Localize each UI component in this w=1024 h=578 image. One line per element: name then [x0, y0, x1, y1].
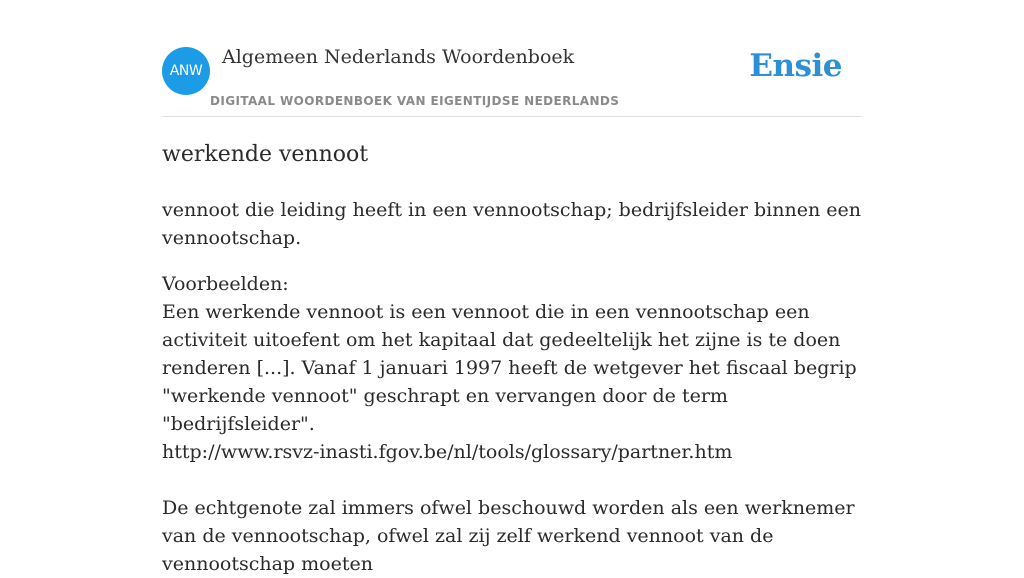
- logo-text: ANW: [169, 63, 203, 79]
- entry-definition: vennoot die leiding heeft in een vennootschap; bedrijfsleider binnen een vennootschap.: [162, 199, 861, 249]
- example-text: Een werkende vennoot is een vennoot die in een vennootschap een activiteit uitoefent om het kapitaal dat gedeeltelijk het zijne is te doen renderen [...]. Vanaf 1 januari 1997 heeft de wetgever het fiscaal begrip "werkende vennoot" geschrapt en vervangen door de term "bedrijfsleider".: [162, 301, 857, 435]
- entry-term: werkende vennoot: [162, 142, 369, 167]
- example-source-link[interactable]: http://www.rsvz-inasti.fgov.be/nl/tools/glossary/partner.htm: [162, 441, 733, 463]
- site-subtitle: DIGITAAL WOORDENBOEK VAN EIGENTIJDSE NEDERLANDS: [210, 94, 620, 108]
- examples-section: [162, 270, 862, 578]
- ensie-brand-link[interactable]: Ensie: [749, 48, 842, 84]
- site-title[interactable]: Algemeen Nederlands Woordenboek: [222, 46, 575, 68]
- example-spacer: [162, 466, 862, 494]
- entry-content: [162, 140, 862, 578]
- anw-logo[interactable]: [162, 47, 210, 95]
- examples-label: Voorbeelden:: [162, 273, 289, 295]
- site-header: [162, 0, 862, 117]
- example-text: De echtgenote zal immers ofwel beschouwd worden als een werknemer van de vennootschap, ofwel zal zij zelf werkend vennoot van de vennootschap moeten: [162, 497, 855, 575]
